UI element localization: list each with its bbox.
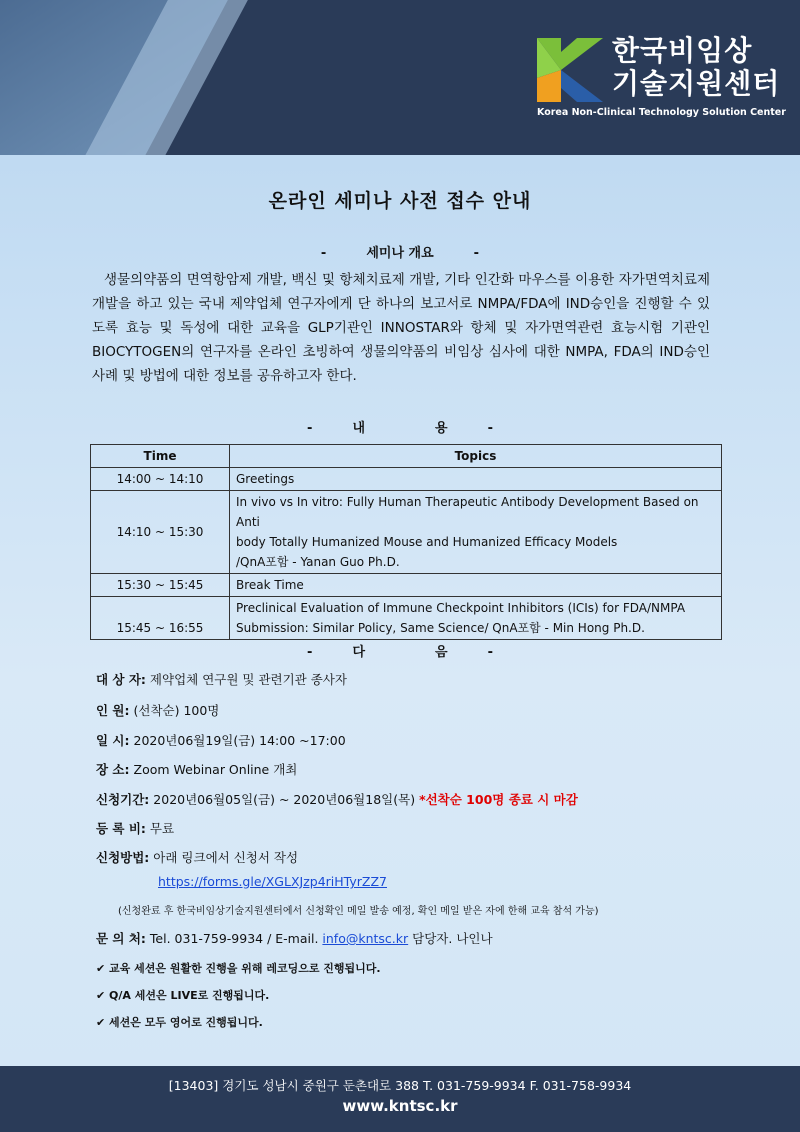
kntsc-logo-icon [537,38,603,102]
content-heading [0,417,800,436]
details-heading-a: 다 [352,645,365,660]
topic-line: Preclinical Evaluation of Immune Checkpoint Inhibitors (ICIs) for FDA/NMPA [236,601,686,615]
fee-value: 무료 [149,821,175,836]
topic-line: Break Time [236,578,304,592]
dash-right: - [487,421,493,436]
notice-recording: ✔ 교육 세션은 원활한 진행을 위해 레코딩으로 진행됩니다. [96,962,381,975]
org-name [612,34,780,100]
contact-tel: Tel. 031-759-9934 / E-mail. [149,931,319,946]
overview-paragraph: 생물의약품의 면역항암제 개발, 백신 및 항체치료제 개발, 기타 인간화 마우스를 이용한 자가면역치료제 개발을 하고 있는 국내 제약업체 연구자에게 단 하나의 보고서로 NMPA/FDA에 IND승인을 진행할 수 있도록 효능 및 독성에 대한 교육을 GLP기관인 INNOSTAR와 항체 및 자가면역관련 효능시험 기관인 BIOCYTOGEN의 연구자를 온라인 초빙하여 생물의약품의 비임상 심사에 대한 NMPA, FDA의 IND승인 사례 및 방법에 대한 정보를 공유하고자 한다. [92,272,710,384]
registration-note: (신청완료 후 한국비임상기술지원센터에서 신청확인 메일 발송 예정, 확인 메일 받은 자에 한해 교육 참석 가능) [118,906,599,917]
row-topic [230,574,722,597]
method-value: 아래 링크에서 신청서 작성 [153,850,299,865]
dash-left: - [320,246,327,261]
datetime-value: 2020년06월19일(금) 14:00 ~17:00 [133,733,346,748]
topic-line: /QnA포함 - Yanan Guo Ph.D. [236,555,400,569]
dash-right: - [487,645,493,660]
place-label: 장 소: [96,762,130,777]
schedule-table [90,444,722,640]
period-row [96,790,578,808]
target-label: 대 상 자: [96,672,146,687]
page-title: 온라인 세미나 사전 접수 안내 [268,190,532,212]
header-topics: Topics [230,445,722,468]
header-time: Time [91,445,230,468]
row-topic [230,491,722,574]
table-row [91,574,722,597]
registration-link-row [158,874,387,889]
footer-website[interactable]: www.kntsc.kr [342,1097,458,1115]
row-topic [230,597,722,640]
dash-left: - [307,645,313,660]
target-row [96,670,347,688]
capacity-label: 인 원: [96,703,130,718]
row-time: 14:10 ~ 15:30 [91,491,230,574]
row-time: 15:30 ~ 15:45 [91,574,230,597]
datetime-row [96,731,346,749]
topic-line: body Totally Humanized Mouse and Humanized Efficacy Models [236,535,618,549]
notice-live-qa: ✔ Q/A 세션은 LIVE로 진행됩니다. [96,989,270,1002]
footer-address: [13403] 경기도 성남시 중원구 둔촌대로 388 T. 031-759-9934 F. 031-758-9934 [168,1078,632,1093]
overview-heading [0,242,800,261]
place-row [96,760,297,778]
topic-line: In vivo vs In vitro: Fully Human Therapeutic Antibody Development Based on Anti [236,495,699,529]
topic-line: Greetings [236,472,295,486]
notice-english: ✔ 세션은 모두 영어로 진행됩니다. [96,1016,263,1029]
content-heading-b: 용 [435,421,448,436]
datetime-label: 일 시: [96,733,130,748]
contact-person: 담당자. 나인나 [412,931,493,946]
capacity-value: (선착순) 100명 [133,703,220,718]
row-time: 15:45 ~ 16:55 [91,597,230,640]
dash-left: - [307,421,313,436]
footer [0,1066,800,1132]
period-value: 2020년06월05일(금) ~ 2020년06월18일(목) [153,792,416,807]
target-value: 제약업체 연구원 및 관련기관 종사자 [149,672,347,687]
table-row [91,491,722,574]
place-value: Zoom Webinar Online 개최 [133,762,298,777]
table-header-row [91,445,722,468]
org-name-line1: 한국비임상 [612,34,753,67]
registration-form-link[interactable]: https://forms.gle/XGLXJzp4riHTyrZZ7 [158,874,387,889]
table-row [91,468,722,491]
period-label: 신청기간: [96,792,150,807]
details-heading-b: 음 [435,645,448,660]
fee-row [96,819,174,837]
row-time: 14:00 ~ 14:10 [91,468,230,491]
row-topic [230,468,722,491]
contact-label: 문 의 처: [96,931,146,946]
overview-heading-text: 세미나 개요 [366,246,434,261]
topic-line: Submission: Similar Policy, Same Science/ QnA포함 - Min Hong Ph.D. [236,621,645,635]
contact-row [96,929,493,947]
org-name-english: Korea Non-Clinical Technology Solution Center [537,107,786,118]
org-name-line2: 기술지원센터 [612,67,781,100]
contact-email-link[interactable]: info@kntsc.kr [322,931,409,946]
method-label: 신청방법: [96,850,150,865]
content-heading-a: 내 [352,421,365,436]
dash-right: - [473,246,480,261]
header-banner [0,0,800,155]
details-heading [0,641,800,660]
method-row [96,848,298,866]
period-deadline-note: *선착순 100명 종료 시 마감 [419,792,578,807]
fee-label: 등 록 비: [96,821,146,836]
table-row [91,597,722,640]
capacity-row [96,701,219,719]
